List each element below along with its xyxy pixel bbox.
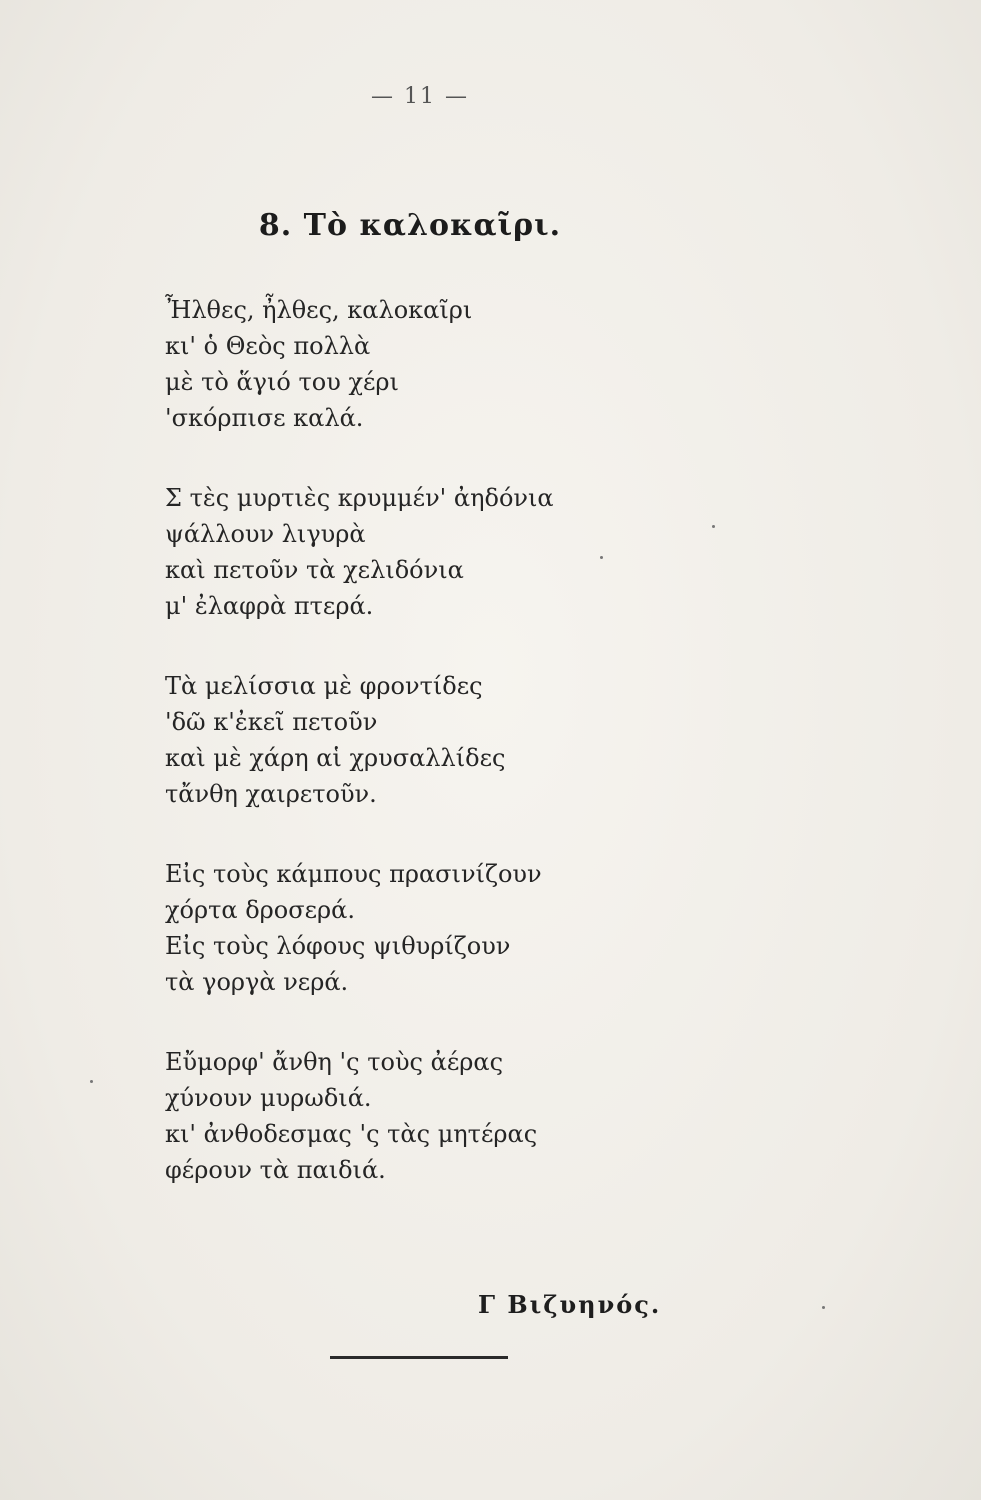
poem-line: τὰ γοργὰ νερά. <box>165 968 349 996</box>
poem-title: 8. Τὸ καλοκαῖρι. <box>258 208 562 243</box>
poem-line: κι' ὁ Θεὸς πολλὰ <box>165 332 371 360</box>
poem-line: χόρτα δροσερά. <box>165 896 355 924</box>
stanza-1 <box>165 292 725 436</box>
poem-line: Ἦλθες, ἦλθες, καλοκαῖρι <box>165 296 473 324</box>
poem-line: μ' ἐλαφρὰ πτερά. <box>165 592 374 620</box>
poem-line: Σ τὲς μυρτιὲς κρυμμέν' ἀηδόνια <box>165 484 554 512</box>
poem-body <box>165 292 725 1232</box>
poem-line: χύνουν μυρωδιά. <box>165 1084 372 1112</box>
print-speck <box>822 1306 825 1309</box>
print-speck <box>712 525 715 528</box>
poem-line: Εἰς τοὺς λόφους ψιθυρίζουν <box>165 932 511 960</box>
stanza-3 <box>165 668 725 812</box>
poem-line: Εὔμορφ' ἄνθη 'ς τοὺς ἀέρας <box>165 1048 504 1076</box>
author-signature: Γ Βιζυηνός. <box>478 1290 662 1319</box>
stanza-2 <box>165 480 725 624</box>
poem-line: μὲ τὸ ἅγιό του χέρι <box>165 368 399 396</box>
poem-line: τἄνθη χαιρετοῦν. <box>165 780 377 808</box>
stanza-5 <box>165 1044 725 1188</box>
poem-line: ψάλλουν λιγυρὰ <box>165 520 366 548</box>
stanza-4 <box>165 856 725 1000</box>
poem-line: 'δῶ κ'ἐκεῖ πετοῦν <box>165 708 378 736</box>
poem-line: 'σκόρπισε καλά. <box>165 404 364 432</box>
poem-line: φέρουν τὰ παιδιά. <box>165 1156 386 1184</box>
page-number: — 11 — <box>371 84 469 109</box>
section-divider <box>330 1356 508 1359</box>
poem-line: καὶ μὲ χάρη αἱ χρυσαλλίδες <box>165 744 506 772</box>
poem-line: Τὰ μελίσσια μὲ φροντίδες <box>165 672 483 700</box>
poem-line: Εἰς τοὺς κάμπους πρασινίζουν <box>165 860 542 888</box>
print-speck <box>90 1080 93 1083</box>
poem-line: καὶ πετοῦν τὰ χελιδόνια <box>165 556 464 584</box>
poem-line: κι' ἀνθοδεσμας 'ς τὰς μητέρας <box>165 1120 538 1148</box>
print-speck <box>600 556 603 559</box>
